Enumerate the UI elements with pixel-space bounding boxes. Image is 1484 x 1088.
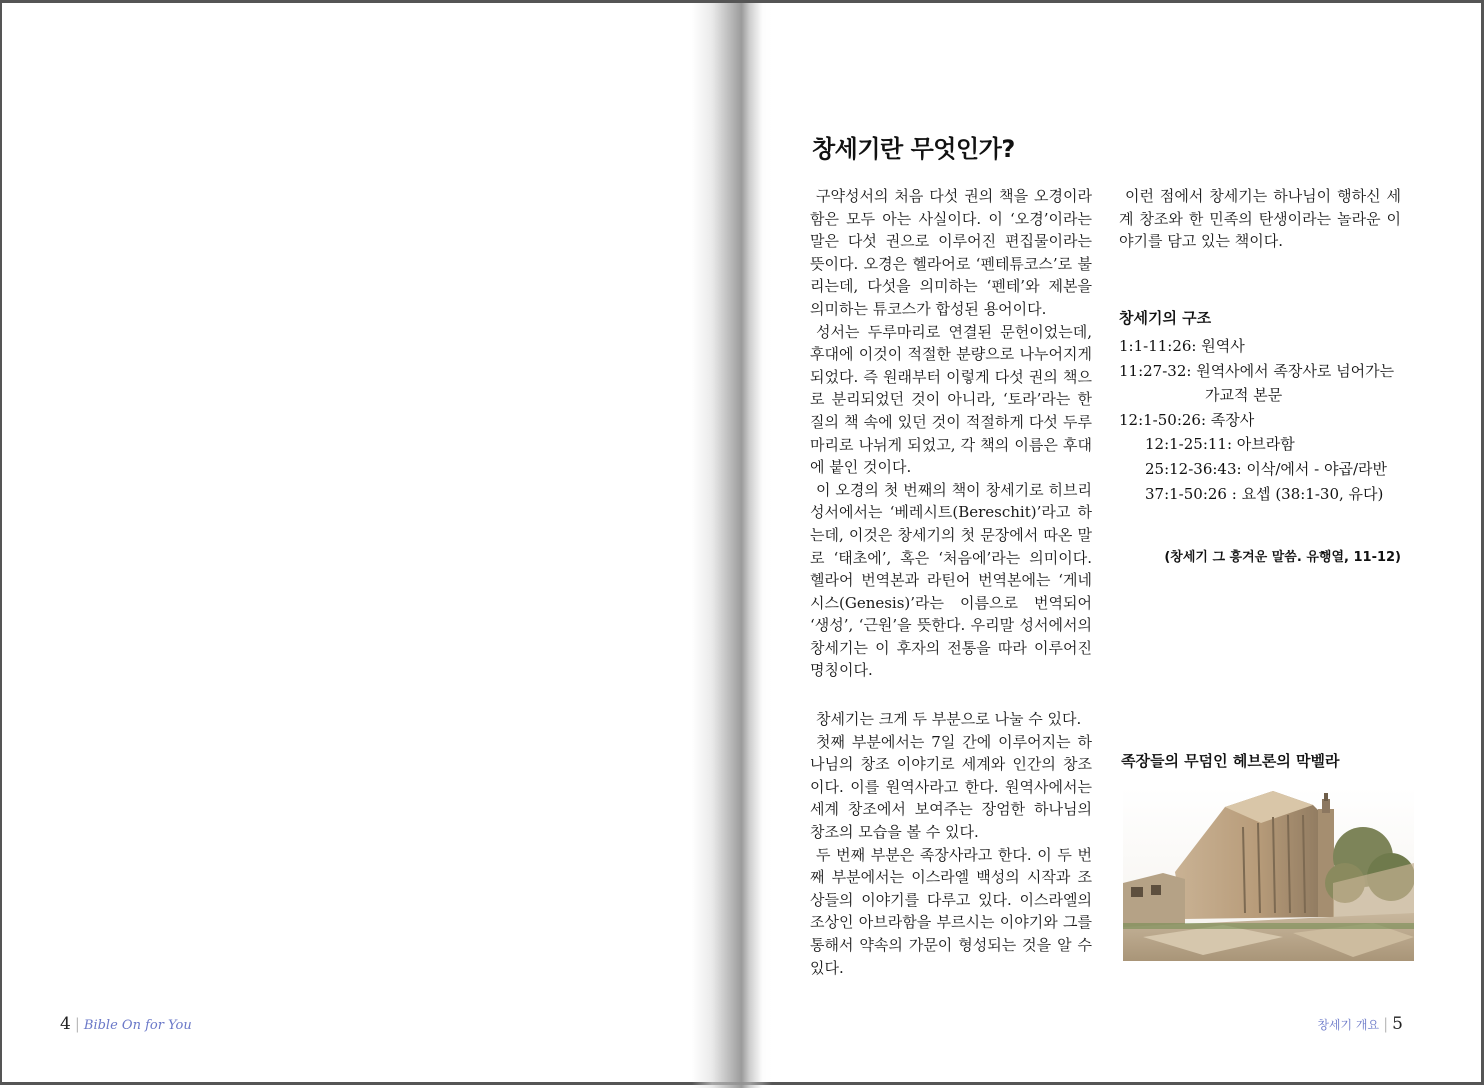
structure-line: 11:27-32: 원역사에서 족장사로 넘어가는 <box>1119 361 1395 380</box>
body-column-right <box>1119 185 1401 253</box>
folio-right: 창세기 개요 | 5 <box>1317 1014 1403 1034</box>
structure-line: 37:1-50:26 : 요셉 (38:1-30, 유다) <box>1145 484 1384 503</box>
structure-line: 12:1-25:11: 아브라함 <box>1145 435 1295 454</box>
paragraph: 두 번째 부분은 족장사라고 한다. 이 두 번째 부분에서는 이스라엘 백성의 시작과 조상들의 이야기를 다루고 있다. 이스라엘의 조상인 아브라함을 부르시는 이야기와 그를 통해서 약속의 가문이 형성되는 것을 알 수 있다. <box>810 845 1092 977</box>
page-title: 창세기란 무엇인가? <box>812 135 1015 163</box>
page-number: 4 <box>60 1014 71 1034</box>
paragraph: 이 오경의 첫 번째의 책이 창세기로 히브리 성서에서는 ‘베레시트(Bereschit)’라고 하는데, 이것은 창세기의 첫 문장에서 따온 말로 ‘태초에’, 혹은 ‘처음에’라는 의미이다. 헬라어 번역본과 라틴어 번역본에는 ‘게네시스(Genesis)’라는 이름으로 번역되어 ‘생성’, ‘근원’을 뜻한다. 우리말 성서에서의 창세기는 이 후자의 전통을 따라 이루어진 명칭이다. <box>810 480 1092 680</box>
structure-list <box>1119 334 1409 506</box>
machpelah-photo <box>1123 787 1414 961</box>
folio-left: 4 | Bible On for You <box>60 1014 192 1034</box>
structure-line: 12:1-50:26: 족장사 <box>1119 410 1255 429</box>
body-column-left <box>810 185 1092 979</box>
paragraph: 성서는 두루마리로 연결된 문헌이었는데, 후대에 이것이 적절한 분량으로 나누어지게 되었다. 즉 원래부터 이렇게 다섯 권의 책으로 분리되었던 것이 아니라, ‘토라’라는 한 질의 책 속에 있던 것이 적절하게 다섯 두루마리로 나뉘게 되었고, 각 책의 이름은 후대에 붙인 것이다. <box>810 322 1092 477</box>
running-title: Bible On for You <box>83 1018 192 1033</box>
citation: (창세기 그 흥겨운 말씀. 유행열, 11-12) <box>1164 550 1401 565</box>
paragraph: 첫째 부분에서는 7일 간에 이루어지는 하나님의 창조 이야기로 세계와 인간의 창조이다. 이를 원역사라고 한다. 원역사에서는 세계 창조에서 보여주는 장엄한 하나님의 창조의 모습을 볼 수 있다. <box>810 732 1092 842</box>
structure-line: 가교적 본문 <box>1205 386 1283 405</box>
page-number: 5 <box>1392 1014 1403 1034</box>
photo-caption: 족장들의 무덤인 헤브론의 막벨라 <box>1121 752 1340 770</box>
paragraph: 이런 점에서 창세기는 하나님이 행하신 세계 창조와 한 민족의 탄생이라는 놀라운 이야기를 담고 있는 책이다. <box>1119 187 1401 251</box>
running-title: 창세기 개요 <box>1317 1018 1380 1032</box>
paragraph: 구약성서의 처음 다섯 권의 책을 오경이라 함은 모두 아는 사실이다. 이 ‘오경’이라는 말은 다섯 권으로 이루어진 편집물이라는 뜻이다. 오경은 헬라어로 ‘펜테튜코스’로 불리는데, 다섯을 의미하는 ‘펜테’와 제본을 의미하는 튜코스가 합성된 용어이다. <box>810 187 1092 318</box>
book-gutter-shadow <box>692 3 772 1088</box>
structure-heading: 창세기의 구조 <box>1119 309 1212 327</box>
structure-line: 1:1-11:26: 원역사 <box>1119 337 1245 355</box>
paragraph: 창세기는 크게 두 부분으로 나눌 수 있다. <box>816 710 1082 729</box>
structure-line: 25:12-36:43: 이삭/에서 - 야곱/라반 <box>1145 459 1387 478</box>
